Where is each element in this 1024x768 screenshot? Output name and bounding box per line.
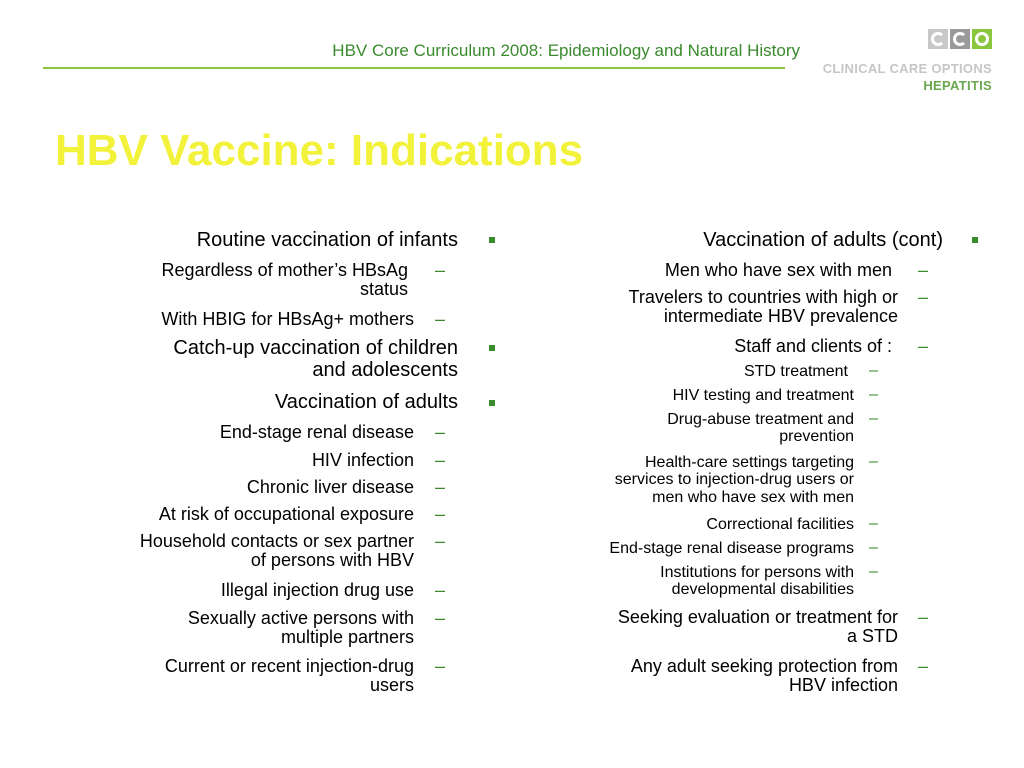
right-item-3: Travelers to countries with high or intermediate HBV prevalence (628, 287, 898, 327)
left-item-11: Illegal injection drug use (220, 580, 414, 600)
square-bullet-icon (489, 237, 495, 243)
dash-bullet-icon: – (869, 563, 878, 580)
square-bullet-icon (972, 237, 978, 243)
right-item-13: Any adult seeking protection from HBV infection (630, 656, 898, 696)
brand-line-1: CLINICAL CARE OPTIONS (822, 61, 992, 76)
right-item-6: HIV testing and treatment (672, 387, 854, 404)
right-item-8: Health-care settings targeting services to injection-drug users or men who have sex with men (614, 454, 854, 506)
dash-bullet-icon: – (869, 515, 878, 532)
dash-bullet-icon: – (435, 260, 446, 280)
dash-bullet-icon: – (435, 608, 446, 628)
dash-bullet-icon: – (918, 260, 929, 280)
left-item-12: Sexually active persons with multiple partners (187, 608, 414, 648)
dash-bullet-icon: – (869, 362, 878, 379)
left-item-8: Chronic liver disease (246, 477, 414, 497)
left-item-7: HIV infection (311, 450, 414, 470)
header-line (43, 67, 785, 69)
dash-bullet-icon: – (918, 336, 929, 356)
right-item-12: Seeking evaluation or treatment for a STD (617, 607, 898, 647)
dash-bullet-icon: – (869, 386, 878, 403)
left-item-9: At risk of occupational exposure (158, 504, 414, 524)
cco-logo (928, 29, 992, 49)
right-item-10: End-stage renal disease programs (609, 540, 854, 557)
dash-bullet-icon: – (918, 287, 929, 307)
right-item-7: Drug-abuse treatment and prevention (667, 411, 854, 446)
dash-bullet-icon: – (435, 580, 446, 600)
logo-c1-icon (928, 29, 948, 49)
dash-bullet-icon: – (435, 656, 446, 676)
left-item-10: Household contacts or sex partner of persons with HBV (139, 531, 414, 571)
dash-bullet-icon: – (435, 309, 446, 329)
left-item-4: Catch-up vaccination of children and adolescents (173, 337, 458, 381)
left-item-13: Current or recent injection-drug users (164, 656, 414, 696)
brand-line-2: HEPATITIS (923, 78, 992, 93)
slide-title: HBV Vaccine: Indications (55, 126, 584, 175)
square-bullet-icon (489, 400, 495, 406)
right-item-1: Vaccination of adults (cont) (703, 229, 943, 251)
header-title: HBV Core Curriculum 2008: Epidemiology and Natural History (332, 41, 800, 60)
right-item-11: Institutions for persons with developmental disabilities (660, 564, 854, 599)
right-item-2: Men who have sex with men (664, 260, 892, 280)
dash-bullet-icon: – (869, 539, 878, 556)
dash-bullet-icon: – (435, 477, 446, 497)
dash-bullet-icon: – (435, 531, 446, 551)
left-item-3: With HBIG for HBsAg+ mothers (161, 309, 414, 329)
dash-bullet-icon: – (869, 453, 878, 470)
dash-bullet-icon: – (869, 410, 878, 427)
dash-bullet-icon: – (435, 504, 446, 524)
logo-c2-icon (950, 29, 970, 49)
square-bullet-icon (489, 345, 495, 351)
left-item-6: End-stage renal disease (219, 422, 414, 442)
right-item-5: STD treatment (743, 363, 848, 380)
right-item-4: Staff and clients of : (734, 336, 892, 356)
right-item-9: Correctional facilities (706, 516, 854, 533)
left-item-1: Routine vaccination of infants (196, 229, 458, 251)
left-item-5: Vaccination of adults (274, 391, 458, 413)
dash-bullet-icon: – (435, 450, 446, 470)
logo-o-icon (972, 29, 992, 49)
dash-bullet-icon: – (918, 607, 929, 627)
dash-bullet-icon: – (918, 656, 929, 676)
dash-bullet-icon: – (435, 422, 446, 442)
left-item-2: Regardless of mother’s HBsAg status (161, 260, 408, 300)
